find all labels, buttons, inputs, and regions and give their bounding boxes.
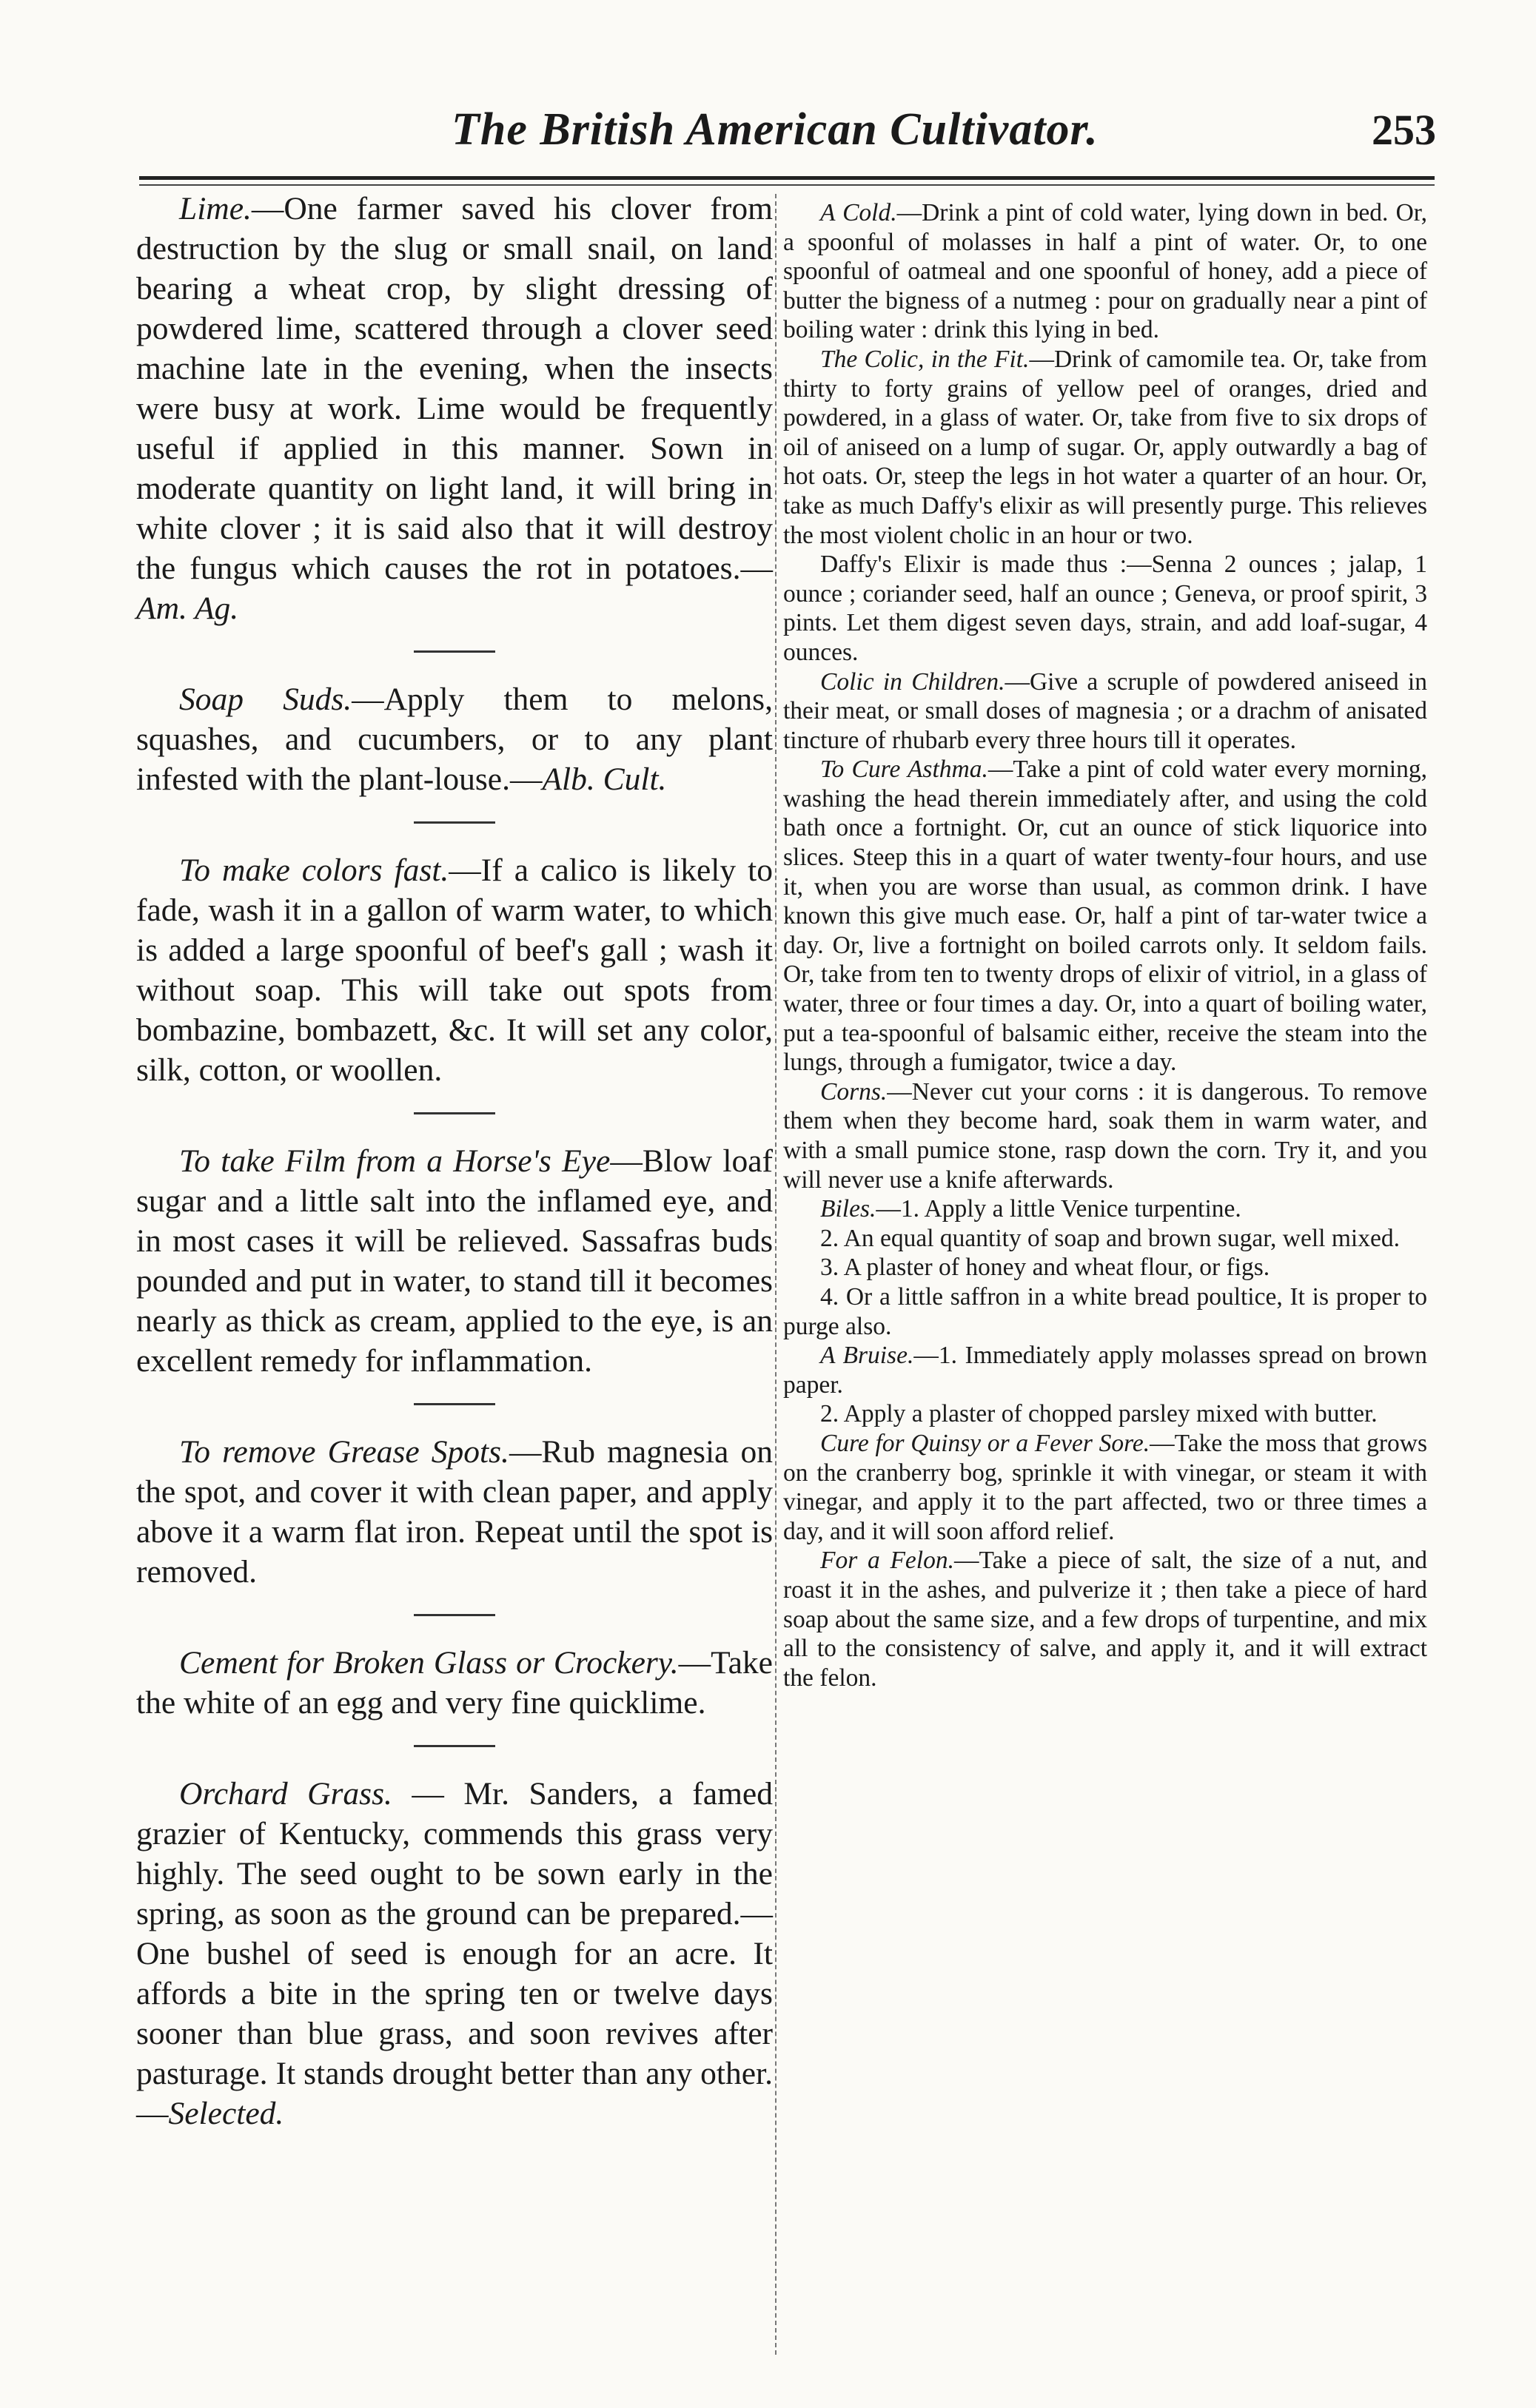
article xyxy=(136,189,773,628)
article-heading: To take Film from a Horse's Eye xyxy=(179,1143,611,1179)
article-body: —Apply them to melons, squashes, and cucumbers, or to any plant infested with the plant-louse.— xyxy=(136,682,773,797)
remedy-body: 2. Apply a plaster of chopped parsley mixed with butter. xyxy=(820,1400,1378,1428)
article-heading: To remove Grease Spots. xyxy=(179,1434,509,1470)
remedy-paragraph xyxy=(783,1253,1427,1282)
remedy-body: Daffy's Elixir is made thus :—Senna 2 ounces ; jalap, 1 ounce ; coriander seed, half an ounce ; Geneva, or proof spirit, 3 pints. Let them digest seven days, strain, and add loaf-sugar, 4 ounces. xyxy=(783,551,1427,666)
page-header xyxy=(133,104,1436,170)
remedy-body: —Take the moss that grows on the cranberry bog, sprinkle it with vinegar, or steam it with vinegar, and apply it to the part affected, two or three times a day, and it will soon afford relief. xyxy=(783,1429,1427,1545)
remedy-body: —Drink of camomile tea. Or, take from thirty to forty grains of yellow peel of oranges, dried and powdered, in a glass of water. Or, take from five to six drops of oil of aniseed on a lump of sugar. Or, apply outwardly a bag of hot oats. Or, steep the legs in hot water a quarter of an hour. Or, take as much Daffy's elixir as will presently purge. This relieves the most violent cholic in an hour or two. xyxy=(783,345,1427,549)
article xyxy=(136,1643,773,1723)
remedy-heading: Cure for Quinsy or a Fever Sore. xyxy=(820,1429,1150,1457)
remedy-paragraph xyxy=(783,198,1427,345)
remedy-body: —1. Apply a little Venice turpentine. xyxy=(876,1195,1241,1223)
article-body: —One farmer saved his clover from destruction by the slug or small snail, on land bearing a wheat crop, by slight dressing of powdered lime, scattered through a clover seed machine late in the evening, when the insects were busy at work. Lime would be frequently useful if applied in this manner. Sown in moderate quantity on light land, it will bring in white clover ; it is said also that it will destroy the fungus which causes the rot in potatoes.— xyxy=(136,191,773,586)
article-separator xyxy=(414,821,495,824)
remedy-heading: Biles. xyxy=(820,1195,876,1223)
remedy-paragraph xyxy=(783,1546,1427,1692)
remedy-body: 3. A plaster of honey and wheat flour, or figs. xyxy=(820,1254,1270,1282)
article-body: —Take the white of an egg and very fine quicklime. xyxy=(136,1645,773,1721)
article-heading: Orchard Grass. xyxy=(179,1776,392,1812)
remedy-body: —1. Immediately apply molasses spread on brown paper. xyxy=(783,1342,1428,1399)
remedy-heading: For a Felon. xyxy=(820,1547,954,1575)
article-separator xyxy=(414,1403,495,1405)
remedy-paragraph xyxy=(783,667,1427,756)
remedy-paragraph xyxy=(783,1341,1427,1399)
article xyxy=(136,679,773,799)
article-separator xyxy=(414,1614,495,1616)
article-heading: Soap Suds. xyxy=(179,682,352,717)
remedy-paragraph xyxy=(783,755,1427,1077)
remedy-paragraph xyxy=(783,1194,1427,1224)
article xyxy=(136,850,773,1090)
right-column xyxy=(783,198,1427,1692)
running-title: The British American Cultivator. xyxy=(452,104,1099,155)
remedy-body: 4. Or a little saffron in a white bread poultice, It is proper to purge also. xyxy=(783,1282,1427,1340)
article-heading: Lime. xyxy=(179,191,252,226)
article-body: — Mr. Sanders, a famed grazier of Kentucky, commends this grass very highly. The seed ought to be sown early in the spring, as soon as the ground can be prepared.— One bushel of seed is enough for an acre. It affords a bite in the spring ten or twelve days sooner than blue grass, and soon revives after pasturage. It stands drought better than any other.— xyxy=(136,1776,773,2131)
article-body: —Rub magnesia on the spot, and cover it with clean paper, and apply above it a warm flat iron. Repeat until the spot is removed. xyxy=(136,1434,773,1590)
remedy-heading: A Bruise. xyxy=(820,1342,914,1370)
remedy-heading: Colic in Children. xyxy=(820,667,1005,696)
article-credit: Am. Ag. xyxy=(136,591,239,626)
article-body: —Blow loaf sugar and a little salt into the inflamed eye, and in most cases it will be relieved. Sassafras buds pounded and put in water, to stand till it becomes nearly as thick as cream, applied to the eye, is an excellent remedy for inflammation. xyxy=(136,1143,773,1379)
article xyxy=(136,1432,773,1592)
remedy-body: —Give a scruple of powdered aniseed in their meat, or small doses of magnesia ; or a drachm of anisated tincture of rhubarb every three hours till it operates. xyxy=(783,667,1427,754)
article-separator xyxy=(414,650,495,653)
remedy-paragraph xyxy=(783,1399,1427,1429)
remedy-body: —Take a piece of salt, the size of a nut, and roast it in the ashes, and pulverize it ; then take a piece of hard soap about the same size, and a few drops of turpentine, and mix all to the consistency of salve, and apply it, and it will extract the felon. xyxy=(783,1547,1428,1692)
remedy-heading: Corns. xyxy=(820,1077,888,1106)
header-rule-thin xyxy=(139,184,1435,186)
header-rule-thick xyxy=(139,176,1435,180)
remedy-paragraph xyxy=(783,345,1427,550)
article xyxy=(136,1141,773,1381)
remedy-body: —Take a pint of cold water every morning, washing the head therein immediately after, and using the cold bath once a fortnight. Or, cut an ounce of stick liquorice into slices. Steep this in a quart of water twenty-four hours, and use it, when you are worse than usual, as common drink. I have known this give much ease. Or, half a pint of tar-water twice a day. Or, live a fortnight on boiled carrots only. It seldom fails. Or, take from ten to twenty drops of elixir of vitriol, in a glass of water, three or four times a day. Or, into a quart of boiling water, put a tea-spoonful of balsamic either, receive the steam into the lungs, through a fumigator, twice a day. xyxy=(783,756,1427,1077)
remedy-body: —Never cut your corns : it is dangerous. To remove them when they become hard, soak them in warm water, and with a small pumice stone, rasp down the corn. Try it, and you will never use a knife afterwards. xyxy=(783,1077,1427,1194)
remedy-body: 2. An equal quantity of soap and brown sugar, well mixed. xyxy=(820,1224,1400,1252)
remedy-paragraph xyxy=(783,550,1427,667)
remedy-paragraph xyxy=(783,1282,1427,1341)
article-separator xyxy=(414,1745,495,1747)
article-body: —If a calico is likely to fade, wash it in a gallon of warm water, to which is added a large spoonful of beef's gall ; wash it without soap. This will take out spots from bombazine, bombazett, &c. It will set any color, silk, cotton, or woollen. xyxy=(136,852,773,1088)
remedy-paragraph xyxy=(783,1077,1427,1194)
article xyxy=(136,1774,773,2133)
article-heading: Cement for Broken Glass or Crockery. xyxy=(179,1645,679,1681)
page-number: 253 xyxy=(1372,106,1436,154)
article-credit: Alb. Cult. xyxy=(542,761,667,797)
article-heading: To make colors fast. xyxy=(179,852,449,888)
remedy-paragraph xyxy=(783,1429,1427,1546)
remedy-heading: A Cold. xyxy=(820,199,897,226)
article-separator xyxy=(414,1112,495,1114)
column-divider xyxy=(775,194,777,2355)
remedy-paragraph xyxy=(783,1224,1427,1254)
left-column xyxy=(136,189,773,2133)
remedy-heading: To Cure Asthma. xyxy=(820,756,988,784)
remedy-heading: The Colic, in the Fit. xyxy=(820,345,1030,373)
article-credit: Selected. xyxy=(168,2096,284,2131)
remedy-body: —Drink a pint of cold water, lying down in bed. Or, a spoonful of molasses in half a pint of water. Or, to one spoonful of oatmeal and one spoonful of honey, add a piece of butter the bigness of a nutmeg : pour on gradually near a pint of boiling water : drink this lying in bed. xyxy=(783,199,1427,344)
